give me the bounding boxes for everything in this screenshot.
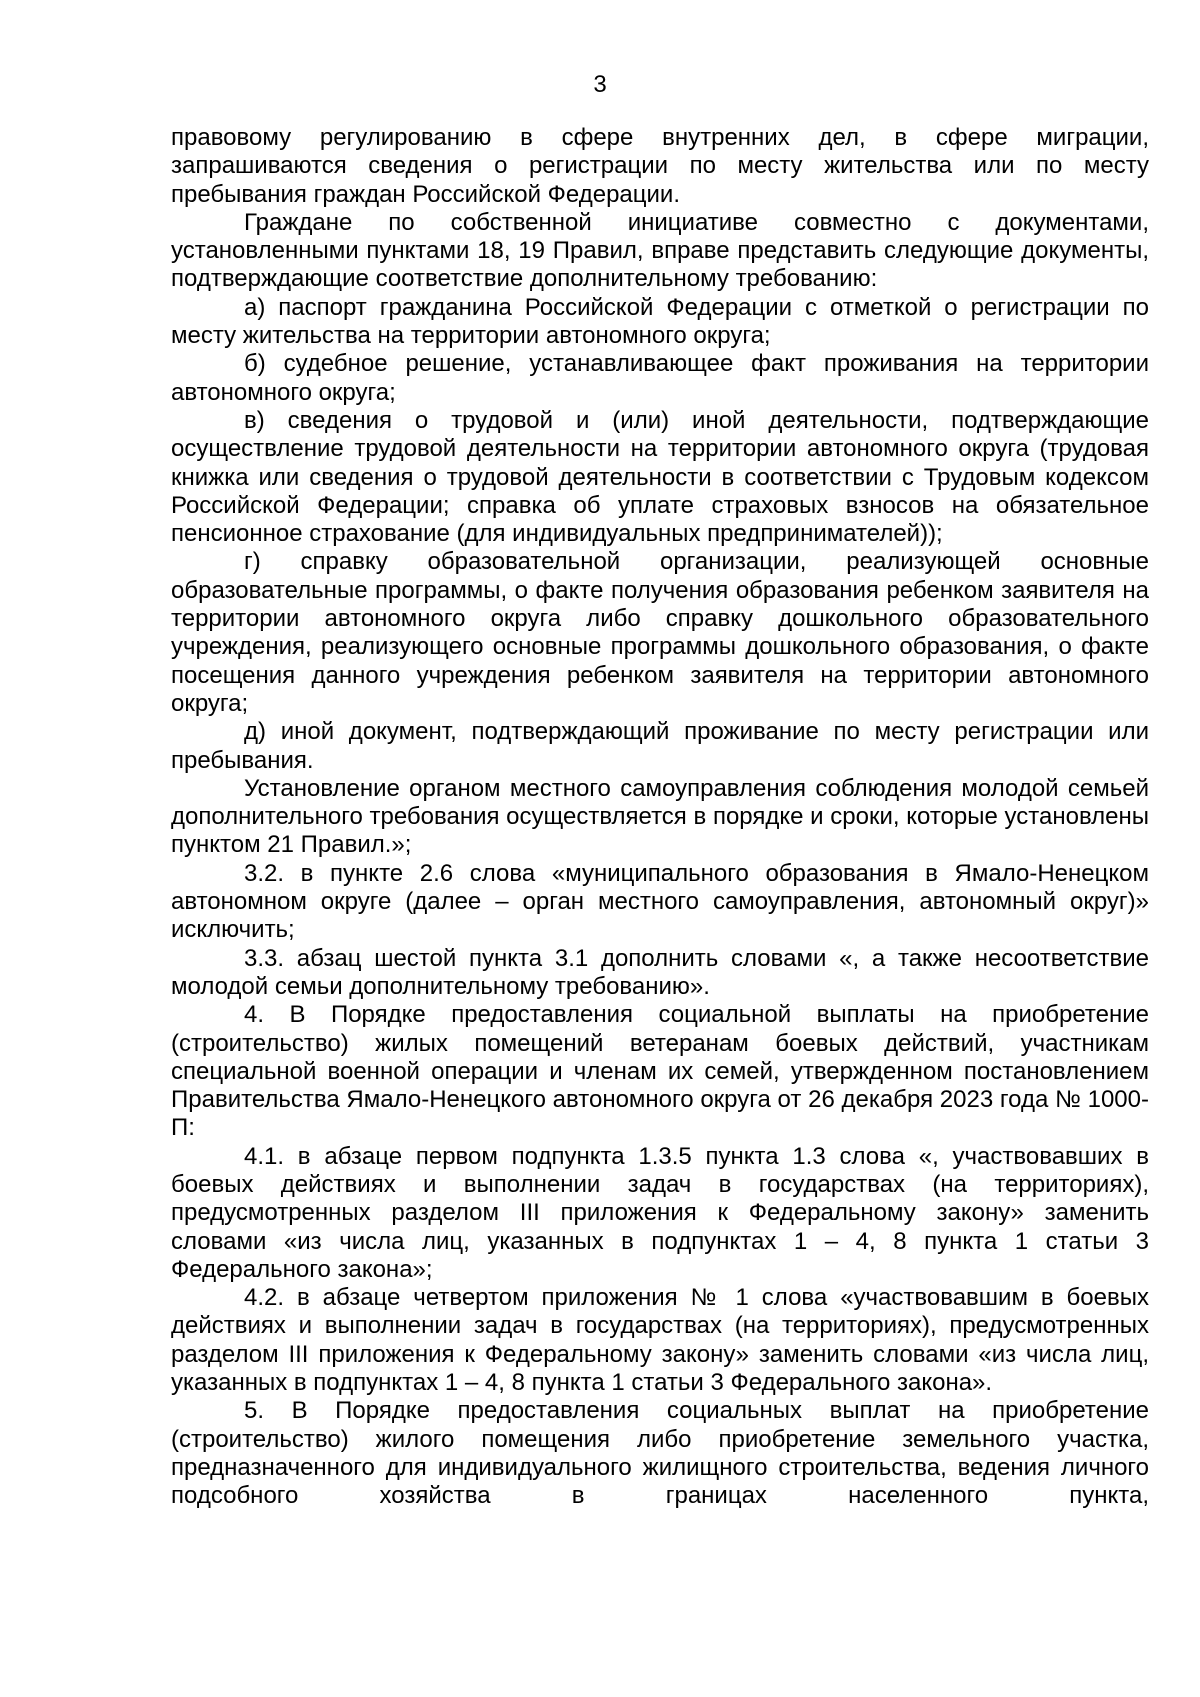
document-body: [171, 124, 1149, 1511]
clause-4-1: 4.1. в абзаце первом подпункта 1.3.5 пункта 1.3 слова «, участвовавших в боевых действиях и выполнении задач в государствах (на территориях), предусмотренных разделом III приложения к Федеральному закону» заменить словами «из числа лиц, указанных в подпунктах 1 – 4, 8 пункта 1 статьи 3 Федерального закона»;: [171, 1142, 1149, 1283]
clause-4-2: 4.2. в абзаце четвертом приложения № 1 слова «участвовавшим в боевых действиях и выполнении задач в государствах (на территориях), предусмотренных разделом III приложения к Федеральному закону» заменить словами «из числа лиц, указанных в подпунктах 1 – 4, 8 пункта 1 статьи 3 Федерального закона».: [171, 1284, 1149, 1397]
clause-3-2: 3.2. в пункте 2.6 слова «муниципального образования в Ямало-Ненецком автономном округе (далее – орган местного самоуправления, автономный округ)» исключить;: [171, 859, 1149, 944]
list-item-d: д) иной документ, подтверждающий проживание по месту регистрации или пребывания.: [171, 718, 1149, 774]
clause-5: 5. В Порядке предоставления социальных выплат на приобретение (строительство) жилого помещения либо приобретение земельного участка, предназначенного для индивидуального жилищного строительства, ведения личного подсобного хозяйства в границах населенного пункта,: [171, 1397, 1149, 1510]
paragraph-continuation: правовому регулированию в сфере внутренних дел, в сфере миграции, запрашиваются сведения о регистрации по месту жительства или по месту пребывания граждан Российской Федерации.: [171, 124, 1149, 208]
paragraph-establishment: Установление органом местного самоуправления соблюдения молодой семьей дополнительного требования осуществляется в порядке и сроки, которые установлены пунктом 21 Правил.»;: [171, 774, 1149, 859]
paragraph-citizens-documents: Граждане по собственной инициативе совместно с документами, установленными пунктами 18, 19 Правил, вправе представить следующие документы, подтверждающие соответствие дополнительному требованию:: [171, 208, 1149, 293]
list-item-v: в) сведения о трудовой и (или) иной деятельности, подтверждающие осуществление трудовой деятельности на территории автономного округа (трудовая книжка или сведения о трудовой деятельности в соответствии с Трудовым кодексом Российской Федерации; справка об уплате страховых взносов на обязательное пенсионное страхование (для индивидуальных предпринимателей));: [171, 406, 1149, 548]
clause-3-3: 3.3. абзац шестой пункта 3.1 дополнить словами «, а также несоответствие молодой семьи дополнительному требованию».: [171, 944, 1149, 1000]
clause-4: 4. В Порядке предоставления социальной выплаты на приобретение (строительство) жилых помещений ветеранам боевых действий, участникам специальной военной операции и членам их семей, утвержденном постановлением Правительства Ямало-Ненецкого автономного округа от 26 декабря 2023 года № 1000-П:: [171, 1001, 1149, 1142]
page-number: 3: [593, 71, 607, 98]
list-item-g: г) справку образовательной организации, реализующей основные образовательные программы, о факте получения образования ребенком заявителя на территории автономного округа либо справку дошкольного образовательного учреждения, реализующего основные программы дошкольного образования, о факте посещения данного учреждения ребенком заявителя на территории автономного округа;: [171, 548, 1149, 717]
list-item-b: б) судебное решение, устанавливающее факт проживания на территории автономного округа;: [171, 350, 1149, 406]
list-item-a: а) паспорт гражданина Российской Федерации с отметкой о регистрации по месту жительства на территории автономного округа;: [171, 293, 1149, 350]
